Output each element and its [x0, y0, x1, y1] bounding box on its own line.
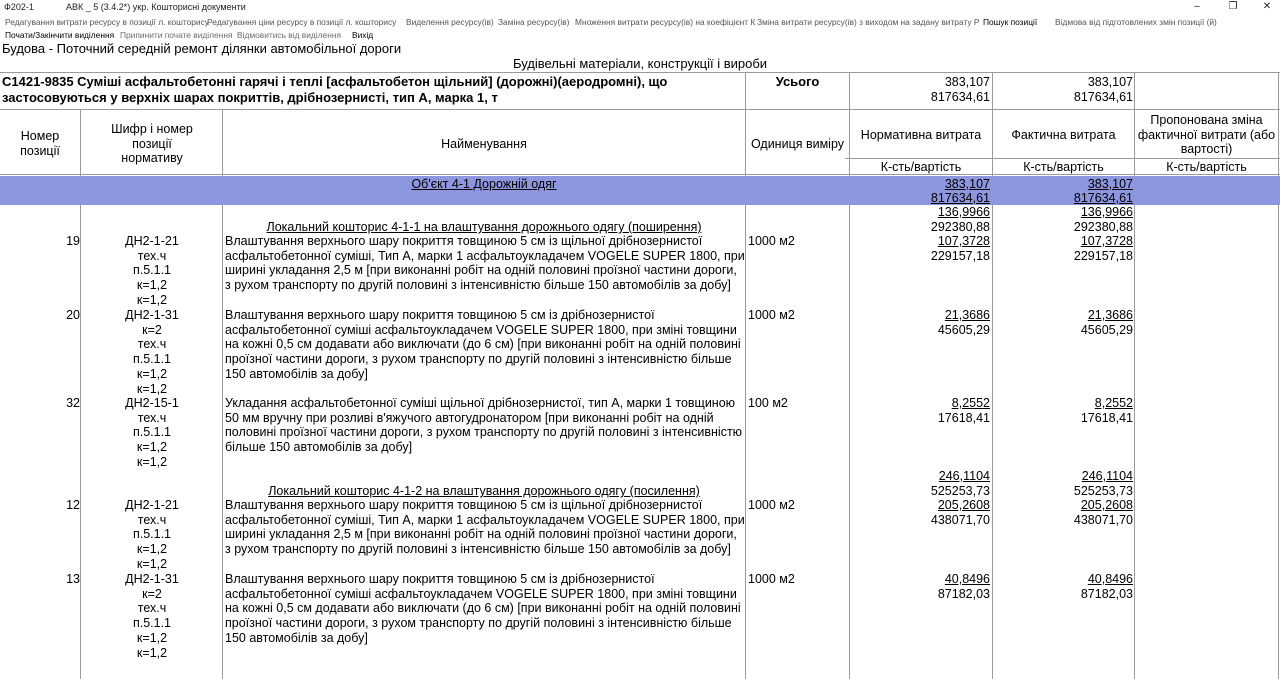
estimate-norm-cost: 525253,73: [930, 484, 990, 498]
item-position: 13: [66, 572, 80, 586]
estimate-norm-qty: 246,1104: [938, 469, 990, 483]
item-fact-cost: 438071,70: [1073, 513, 1133, 527]
item-fact-qty[interactable]: 205,2608: [1080, 498, 1133, 512]
menu-start-end-selection[interactable]: Почати/Закінчити виділення: [5, 30, 115, 40]
item-norm-cost: 229157,18: [930, 249, 990, 263]
col-header-unit: Одиниця виміру: [750, 137, 845, 151]
item-unit: 1000 м2: [748, 234, 795, 248]
item-name: Влаштування верхнього шару покриття товщиною 5 см із щільної дрібнозернистої асфальтобетонної суміші, Тип А, марки 1 асфальтоукладачем VOGELE SUPER 1800, при ширині укладання 2,5 м [при виконанні робіт на одній половині проїзної частини дороги, з рухом транспорту по другій половині з інтенсивністю більше 150 автомобілів за добу]: [225, 234, 745, 293]
section-title: Будівельні матеріали, конструкції і вироби: [512, 56, 768, 71]
item-unit: 1000 м2: [748, 308, 795, 322]
estimate-fact-cost: 292380,88: [1073, 220, 1133, 234]
resource-title: С1421-9835 Суміші асфальтобетонні гарячі і теплі [асфальтобетон щільний] (дорожні)(аеродромні), що застосовуються у верхніх шарах покриттів, дрібнозернисті, тип А, марка 1, т: [2, 74, 668, 105]
resource-norm-qty: 383,107: [944, 75, 990, 89]
resource-fact-cost: 817634,61: [1073, 90, 1133, 104]
code-line: к=1,2: [136, 630, 168, 645]
grid-line: [745, 72, 746, 679]
total-label: Усього: [775, 74, 820, 89]
item-position: 19: [66, 234, 80, 248]
menu-replace-resources[interactable]: Заміна ресурсу(ів): [498, 17, 570, 27]
code-line: ДН2-1-31: [125, 572, 179, 586]
code-line: к=1,2: [136, 381, 168, 396]
menu-edit-resource-price[interactable]: Редагування ціни ресурсу в позиції л. кошторису: [207, 17, 397, 27]
code-line: п.5.1.1: [132, 527, 172, 542]
code-line: п.5.1.1: [132, 352, 172, 367]
item-norm-cost: 87182,03: [937, 587, 990, 601]
col-header-proposed: Пропонована зміна фактичної витрати (або вартості): [1137, 113, 1276, 156]
menu-cancel-selection[interactable]: Відмовитись від виділення: [237, 30, 341, 40]
col-header-fact: Фактична витрата: [1011, 128, 1116, 142]
code-line: к=1,2: [136, 278, 168, 293]
item-name: Влаштування верхнього шару покриття товщиною 5 см із щільної дрібнозернистої асфальтобетонної суміші, Тип А, марки 1 асфальтоукладачем VOGELE SUPER 1800, при ширині укладання 2,5 м [при виконанні робіт на одній половині проїзної частини дороги, з рухом транспорту по другій половині з інтенсивністю більше 150 автомобілів за добу]: [225, 498, 745, 557]
code-line: к=2: [142, 322, 162, 337]
item-name: Укладання асфальтобетонної суміші щільної дрібнозернистої, тип А, марки 1 товщиною 50 мм вручну при розливі в'яжучого автогудронатором [при виконанні робіт на одній половині проїзної частини дороги, з рухом транспорту по другій половині з інтенсивністю більше 150 автомобілів за добу]: [225, 396, 743, 455]
document-title: Будова - Поточний середній ремонт ділянки автомобільної дороги: [2, 41, 402, 56]
restore-icon[interactable]: ❐: [1228, 1, 1238, 12]
object-fact-qty: 383,107: [1087, 177, 1133, 191]
code-line: тех.ч: [137, 337, 167, 352]
estimate-title[interactable]: Локальний кошторис 4-1-2 на влаштування дорожнього одягу (посилення): [268, 484, 700, 498]
item-norm-qty[interactable]: 40,8496: [944, 572, 990, 586]
item-norm-qty[interactable]: 8,2552: [951, 396, 990, 410]
code-line: к=1,2: [136, 440, 168, 455]
item-fact-qty[interactable]: 8,2552: [1094, 396, 1133, 410]
item-fact-qty[interactable]: 21,3686: [1087, 308, 1133, 322]
menu-find-position[interactable]: Пошук позиції: [983, 17, 1038, 27]
object-norm-cost: 817634,61: [930, 191, 990, 205]
menu-multiply-consumption[interactable]: Множення витрати ресурсу(ів) на коефіцієнт К: [575, 17, 756, 27]
grid-line: [845, 158, 1280, 159]
item-code: [82, 396, 222, 470]
col-header-norm: Нормативна витрата: [860, 128, 982, 142]
menu-discard-changes[interactable]: Відмова від підготовлених змін позиції (й): [1055, 17, 1217, 27]
code-line: к=1,2: [136, 292, 168, 307]
object-row-selected[interactable]: [0, 176, 1280, 205]
code-line: к=1,2: [136, 542, 168, 557]
item-position: 32: [66, 396, 80, 410]
menu-bar-selection: [0, 29, 1280, 41]
item-fact-cost: 45605,29: [1080, 323, 1133, 337]
item-position: 20: [66, 308, 80, 322]
code-line: к=1,2: [136, 454, 168, 469]
code-line: ДН2-1-21: [125, 498, 179, 512]
item-fact-cost: 87182,03: [1080, 587, 1133, 601]
menu-select-resources[interactable]: Виделення ресурсу(ів): [406, 17, 494, 27]
item-fact-qty[interactable]: 107,3728: [1080, 234, 1133, 248]
item-code: [82, 572, 222, 660]
code-line: ДН2-1-21: [125, 234, 179, 248]
estimate-norm-qty: 136,9966: [937, 205, 990, 219]
estimate-fact-cost: 525253,73: [1073, 484, 1133, 498]
code-line: тех.ч: [137, 410, 167, 425]
title-bar: [0, 0, 1280, 14]
menu-exit[interactable]: Вихід: [352, 30, 374, 40]
minimize-icon[interactable]: –: [1194, 1, 1200, 12]
object-name[interactable]: Об'єкт 4-1 Дорожній одяг: [411, 177, 557, 191]
item-norm-qty[interactable]: 205,2608: [937, 498, 990, 512]
menu-change-consumption-target[interactable]: Зміна витрати ресурсу(ів) з виходом на задану витрату Р: [757, 17, 980, 27]
code-line: тех.ч: [137, 601, 167, 616]
item-fact-qty[interactable]: 40,8496: [1087, 572, 1133, 586]
col-subheader-proposed: К-сть/вартість: [1166, 160, 1247, 174]
item-norm-qty[interactable]: 21,3686: [944, 308, 990, 322]
item-unit: 1000 м2: [748, 572, 795, 586]
resource-norm-cost: 817634,61: [930, 90, 990, 104]
item-name: Влаштування верхнього шару покриття товщиною 5 см із дрібнозернистої асфальтобетонної суміші асфальтоукладачем VOGELE SUPER 1800, при зміні товщини на кожні 0,5 см додавати або виключати (до 6 см) [при виконанні робіт на одній половині проїзної частини дороги, з рухом транспорту по другій половині з інтенсивністю більше 150 автомобілів за добу]: [225, 572, 741, 645]
item-position: 12: [66, 498, 80, 512]
window-title: АВК _ 5 (3.4.2*) укр. Кошторисні документи: [66, 2, 246, 12]
col-header-name: Найменування: [441, 137, 527, 151]
object-fact-cost: 817634,61: [1073, 191, 1133, 205]
item-code: [82, 308, 222, 396]
app-name: Ф202-1: [4, 2, 34, 12]
estimate-fact-qty: 246,1104: [1081, 469, 1133, 483]
col-subheader-norm: К-сть/вартість: [880, 160, 962, 174]
code-line: п.5.1.1: [132, 616, 172, 631]
code-line: к=1,2: [136, 366, 168, 381]
estimate-title[interactable]: Локальний кошторис 4-1-1 на влаштування дорожнього одягу (поширення): [266, 220, 702, 234]
item-norm-qty[interactable]: 107,3728: [937, 234, 990, 248]
col-header-code: Шифр і номер позиції нормативу: [111, 122, 193, 165]
code-line: к=1,2: [136, 556, 168, 571]
item-norm-cost: 438071,70: [930, 513, 990, 527]
estimate-fact-qty: 136,9966: [1080, 205, 1133, 219]
item-norm-cost: 45605,29: [937, 323, 990, 337]
close-icon[interactable]: ✕: [1262, 1, 1272, 12]
item-fact-cost: 17618,41: [1080, 411, 1133, 425]
code-line: ДН2-1-31: [125, 308, 179, 322]
code-line: тех.ч: [137, 512, 167, 527]
menu-bar-primary: [0, 16, 1280, 28]
item-fact-cost: 229157,18: [1073, 249, 1133, 263]
menu-edit-resource-consumption[interactable]: Редагування витрати ресурсу в позиції л. кошторису: [5, 17, 209, 27]
code-line: ДН2-15-1: [125, 396, 179, 410]
col-subheader-fact: К-сть/вартість: [1023, 160, 1104, 174]
resource-fact-qty: 383,107: [1087, 75, 1133, 89]
code-line: к=1,2: [136, 645, 168, 660]
estimate-norm-cost: 292380,88: [930, 220, 990, 234]
item-name: Влаштування верхнього шару покриття товщиною 5 см із дрібнозернистої асфальтобетонної суміші асфальтоукладачем VOGELE SUPER 1800, при зміні товщини на кожні 0,5 см додавати або виключати (до 6 см) [при виконанні робіт на одній половині проїзної частини дороги, з рухом транспорту по другій половині з інтенсивністю більше 150 автомобілів за добу]: [225, 308, 741, 381]
item-code: [82, 234, 222, 308]
grid-line: [1278, 72, 1279, 679]
menu-stop-selection[interactable]: Припинити почате виділення: [120, 30, 233, 40]
item-unit: 100 м2: [748, 396, 788, 410]
code-line: к=2: [142, 586, 162, 601]
col-header-position: Номер позиції: [20, 129, 60, 158]
item-unit: 1000 м2: [748, 498, 795, 512]
grid-line: [0, 72, 1280, 73]
item-code: [82, 498, 222, 572]
code-line: п.5.1.1: [132, 425, 172, 440]
code-line: п.5.1.1: [132, 263, 172, 278]
object-norm-qty: 383,107: [944, 177, 990, 191]
grid-line: [0, 109, 1280, 110]
item-norm-cost: 17618,41: [937, 411, 990, 425]
code-line: тех.ч: [137, 248, 167, 263]
